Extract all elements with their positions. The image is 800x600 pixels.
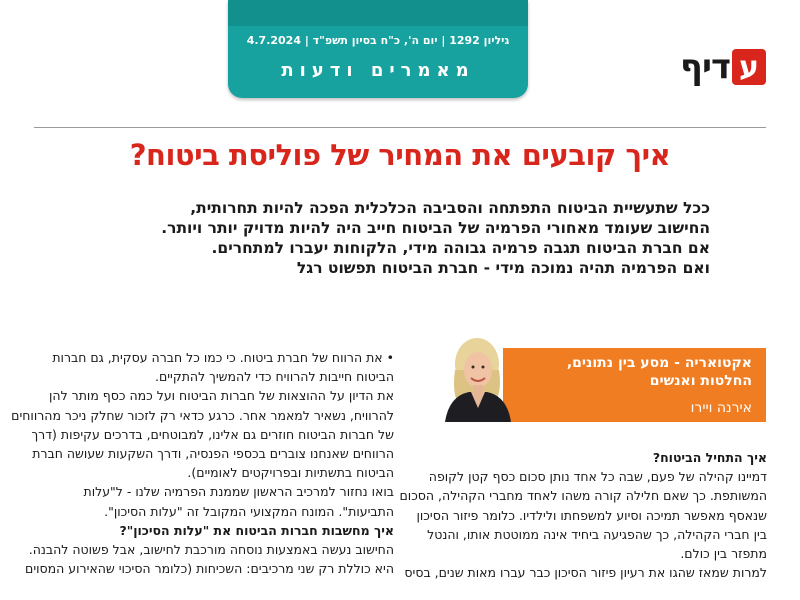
lead-line: ואם הפרמיה תהיה נמוכה מידי - חברת הביטוח תפשוט רגל — [296, 259, 710, 277]
body-line: היא כוללת רק שני מרכיבים: השכיחות (כלומר הסיכוי שהאירוע המסוים — [25, 561, 394, 577]
column-title-line: החלטות ואנשים — [649, 373, 752, 389]
body-line: המשותפת. כך שאם חלילה קורה משהו לאחד מחברי הקהילה, הסכום — [399, 488, 767, 504]
body-line: דמיינו קהילה של פעם, שבה כל אחד נותן סכום כסף קטן לקופה — [428, 469, 767, 485]
body-line: למרות שמאז שהגו את רעיון פיזור הסיכון כבר עברו מאות שנים, בסיס — [404, 565, 767, 581]
body-line: הביטוח בתשתיות ובפרויקטים לאומיים). — [187, 465, 394, 481]
body-line: להרוויח, נשאיר למאמר אחר. כרגע כדאי רק לזכור שחלק ניכר מהרווחים — [11, 407, 394, 423]
article-column-left — [11, 348, 394, 578]
article-column-right — [399, 448, 767, 582]
body-line: בין חברי הקהילה, כך שהפגיעה ביחיד אינה ממוטטת אותו, והנטל — [427, 526, 767, 542]
body-line: התביעות". המונח המקצועי המקובל זה "עלות הסיכון". — [104, 503, 394, 519]
publication-logo — [656, 46, 766, 88]
body-line: הרווחים שאנחנו צוברים בכספי הפנסיה, ודרך השקעות שעושה חברת — [32, 446, 394, 462]
article-lead — [74, 198, 710, 278]
lead-line: החישוב שעומד מאחורי הפרמיה של הביטוח חייב היה להיות מדויק יותר ויותר. — [161, 219, 710, 237]
section-title: מאמרים ודעות — [281, 60, 475, 81]
body-line: בואו נחזור למרכיב הראשון שממנת הפרמיה שלנו - ל"עלות — [83, 484, 394, 500]
column-title-line: אקטואריה - מסע בין נתונים, — [566, 355, 752, 371]
author-name: אירנה ויירו — [690, 400, 752, 416]
subheading: איך התחיל הביטוח? — [652, 450, 767, 465]
body-line: הביטוח חייבות להרוויח כדי להמשיך להתקיים. — [154, 369, 394, 385]
issue-info: גיליון 1292 | יום ה', כ"ח בסיון תשפ"ד | 4.7.2024 — [246, 34, 510, 47]
body-line: • את הרווח של חברת ביטוח. כי כמו כל חברה עסקית, גם חברות — [52, 350, 394, 365]
body-line: של חברות הביטוח חוזרים גם אלינו, למבוטחים, בדרכים עקיפות (דרך — [31, 426, 394, 442]
column-title — [532, 354, 752, 390]
lead-line: ככל שתעשיית הביטוח התפתחה והסביבה הכלכלית הפכה להיות תחרותית, — [190, 199, 710, 217]
article-headline: איך קובעים את המחיר של פוליסת ביטוח? — [129, 138, 671, 172]
author-photo — [433, 330, 517, 422]
logo-text: דיף — [680, 47, 730, 87]
body-line: מתפזר בין כולם. — [680, 546, 767, 562]
body-line: שנאסף מאפשר תמיכה וסיוע למשפחתו ולילדיו. כלומר פיזור הסיכון — [416, 507, 767, 523]
lead-line: אם חברת הביטוח תגבה פרמיה גבוהה מידי, הלקוחות יעברו למתחרים. — [211, 239, 710, 257]
divider — [34, 127, 766, 128]
author-card — [433, 330, 766, 422]
body-line: את הדיון על ההוצאות של חברות הביטוח ועל כמה כסף מותר להן — [49, 388, 394, 404]
logo-mark: ע — [732, 49, 766, 85]
body-line: החישוב נעשה באמצעות נוסחה מורכבת לחישוב, אבל פשוטה להבנה. — [28, 542, 394, 558]
subheading: איך מחשבות חברות הביטוח את "עלות הסיכון"? — [119, 522, 394, 538]
section-header — [228, 0, 528, 98]
